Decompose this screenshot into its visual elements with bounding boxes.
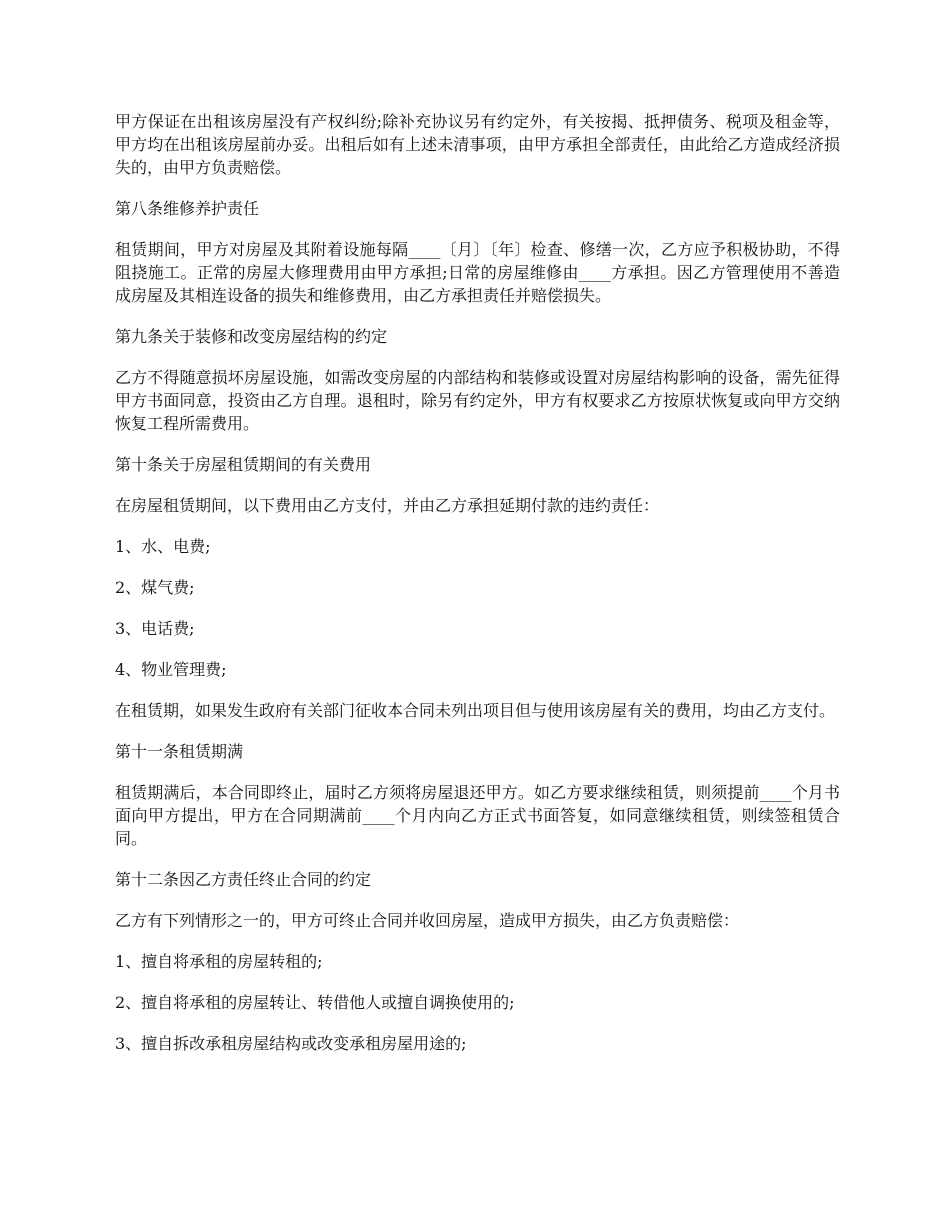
list-item-termination-1: 1、擅自将承租的房屋转租的; — [115, 952, 323, 971]
list-item-fee-2: 2、煤气费; — [115, 578, 195, 597]
list-item-fee-3: 3、电话费; — [115, 619, 195, 638]
heading-article-11: 第十一条租赁期满 — [115, 742, 244, 761]
paragraph-lease-expiry: 租赁期满后，本合同即终止，届时乙方须将房屋退还甲方。如乙方要求继续租赁，则须提前____个月书面向甲方提出，甲方在合同期满前____个月内向乙方正式书面答复，如同意继续租赁，则续签租赁合同。 — [115, 783, 840, 848]
paragraph-renovation: 乙方不得随意损坏房屋设施，如需改变房屋的内部结构和装修或设置对房屋结构影响的设备，需先征得甲方书面同意，投资由乙方自理。退租时，除另有约定外，甲方有权要求乙方按原状恢复或向甲方交纳恢复工程所需费用。 — [115, 368, 840, 433]
paragraph-landlord-guarantee: 甲方保证在出租该房屋没有产权纠纷;除补充协议另有约定外，有关按揭、抵押债务、税项及租金等，甲方均在出租该房屋前办妥。出租后如有上述未清事项，由甲方承担全部责任，由此给乙方造成经济损失的，由甲方负责赔偿。 — [115, 112, 840, 177]
list-item-termination-2: 2、擅自将承租的房屋转让、转借他人或擅自调换使用的; — [115, 993, 515, 1012]
list-item-fee-4: 4、物业管理费; — [115, 660, 227, 679]
paragraph-government-fees: 在租赁期，如果发生政府有关部门征收本合同未列出项目但与使用该房屋有关的费用，均由乙方支付。 — [115, 701, 836, 720]
list-item-termination-3: 3、擅自拆改承租房屋结构或改变承租房屋用途的; — [115, 1034, 467, 1053]
paragraph-fees-intro: 在房屋租赁期间，以下费用由乙方支付，并由乙方承担延期付款的违约责任： — [115, 496, 660, 515]
heading-article-8: 第八条维修养护责任 — [115, 199, 260, 218]
paragraph-termination-intro: 乙方有下列情形之一的，甲方可终止合同并收回房屋，造成甲方损失，由乙方负责赔偿： — [115, 911, 740, 930]
heading-article-9: 第九条关于装修和改变房屋结构的约定 — [115, 327, 388, 346]
paragraph-maintenance: 租赁期间，甲方对房屋及其附着设施每隔____〔月〕〔年〕检查、修缮一次，乙方应予积极协助，不得阻挠施工。正常的房屋大修理费用由甲方承担;日常的房屋维修由____方承担。因乙方管理使用不善造成房屋及其相连设备的损失和维修费用，由乙方承担责任并赔偿损失。 — [115, 240, 840, 305]
list-item-fee-1: 1、水、电费; — [115, 537, 211, 556]
heading-article-10: 第十条关于房屋租赁期间的有关费用 — [115, 455, 372, 474]
document-page — [115, 110, 840, 1073]
heading-article-12: 第十二条因乙方责任终止合同的约定 — [115, 870, 372, 889]
